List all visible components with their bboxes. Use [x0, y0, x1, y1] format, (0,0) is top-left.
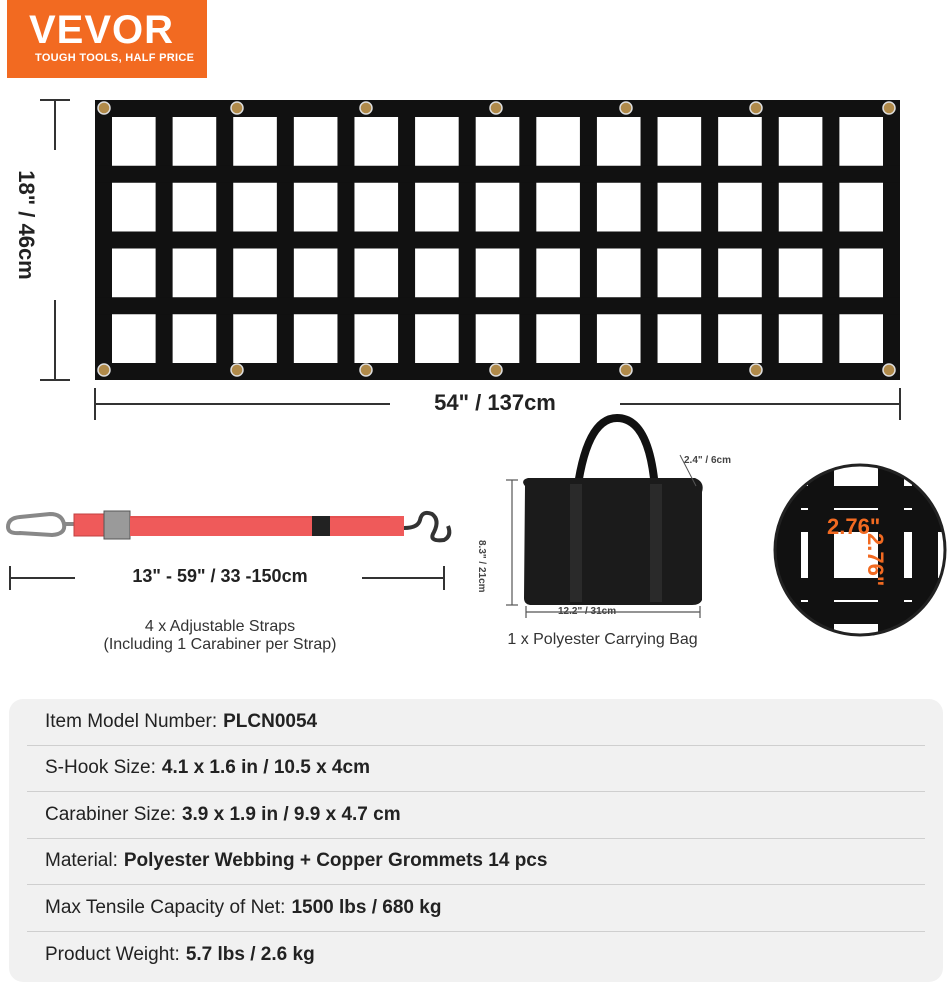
strap-caption-line2: (Including 1 Carabiner per Strap): [103, 636, 337, 653]
spec-value: 3.9 x 1.9 in / 9.9 x 4.7 cm: [181, 803, 401, 825]
grommet-icon: [98, 364, 110, 376]
spec-label: Max Tensile Capacity of Net:: [45, 896, 286, 918]
spec-row-s-hook: [27, 746, 925, 793]
strap-caption-line1: 4 x Adjustable Straps: [144, 618, 296, 635]
mesh-detail-zoom: [770, 460, 947, 640]
spec-row-carabiner: [27, 792, 925, 839]
bag-width-label: 12.2" / 31cm: [558, 606, 617, 617]
cargo-net: [95, 100, 900, 380]
strap-caption: [60, 618, 380, 654]
grommet-icon: [883, 364, 895, 376]
spec-value: Polyester Webbing + Copper Grommets 14 pcs: [123, 850, 548, 872]
spec-value: PLCN0054: [223, 710, 318, 732]
net-height-label: 18" / 46cm: [14, 170, 39, 280]
grommet-icon: [231, 364, 243, 376]
spec-label: Product Weight:: [45, 943, 180, 965]
bag-caption: 1 x Polyester Carrying Bag: [507, 631, 698, 648]
carabiner-icon: [8, 514, 78, 535]
mesh-horizontal-label: 2.76": [827, 514, 881, 539]
mesh-vertical-strap: [775, 460, 801, 640]
net-horizontal-strap: [95, 232, 900, 249]
specifications-panel: [9, 699, 943, 982]
net-width-label: 54" / 137cm: [395, 390, 595, 416]
grommet-icon: [750, 102, 762, 114]
spec-row-model: [27, 699, 925, 746]
grommet-icon: [883, 102, 895, 114]
spec-row-weight: [27, 932, 925, 979]
brand-tagline: TOUGH TOOLS, HALF PRICE: [35, 52, 195, 64]
net-horizontal-strap: [95, 166, 900, 183]
spec-row-material: [27, 839, 925, 886]
grommet-icon: [490, 364, 502, 376]
spec-value: 1500 lbs / 680 kg: [291, 896, 442, 918]
grommet-icon: [231, 102, 243, 114]
grommet-icon: [490, 102, 502, 114]
spec-row-tensile: [27, 885, 925, 932]
mesh-horizontal-strap: [770, 578, 947, 600]
spec-label: Carabiner Size:: [45, 803, 176, 825]
grommet-icon: [360, 102, 372, 114]
net-horizontal-strap: [95, 297, 900, 314]
brand-name: VEVOR: [29, 8, 175, 52]
spec-label: S-Hook Size:: [45, 757, 156, 779]
grommet-icon: [620, 364, 632, 376]
spec-label: Item Model Number:: [45, 710, 218, 732]
spec-label: Material:: [45, 850, 118, 872]
grommet-icon: [750, 364, 762, 376]
bag-height-label: 8.3" / 21cm: [476, 540, 487, 593]
grommet-icon: [360, 364, 372, 376]
mesh-vertical-label: 2.76": [863, 533, 888, 587]
net-height-dimension: [6, 150, 46, 300]
adjustable-strap-image: [8, 511, 449, 540]
grommet-icon: [620, 102, 632, 114]
spec-value: 4.1 x 1.6 in / 10.5 x 4cm: [161, 757, 370, 779]
strap-length-label: 13" - 59" / 33 -150cm: [100, 566, 340, 587]
carrying-bag-image: [523, 418, 703, 605]
grommet-icon: [98, 102, 110, 114]
s-hook-icon: [404, 513, 449, 540]
bag-depth-label: 2.4" / 6cm: [684, 455, 731, 466]
spec-value: 5.7 lbs / 2.6 kg: [185, 943, 315, 965]
